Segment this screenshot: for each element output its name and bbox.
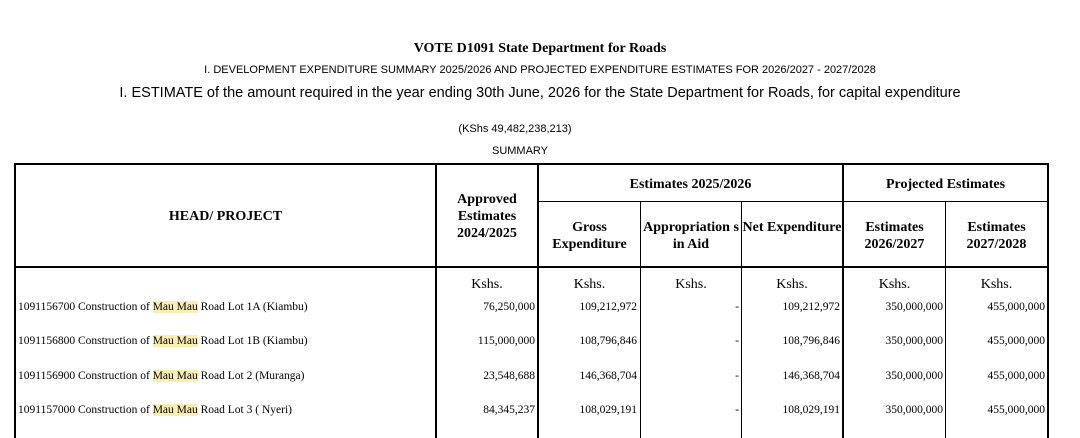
unit-label: Kshs. [573, 277, 606, 292]
est-2026-value: 350,000,000 [885, 404, 943, 416]
header-bottom-border [14, 266, 1049, 268]
approved-value: 76,250,000 [483, 301, 535, 313]
search-highlight: Mau Mau [152, 301, 198, 313]
est-2027-value: 455,000,000 [987, 335, 1045, 347]
unit-label: Kshs. [980, 277, 1013, 292]
table-right-border [1047, 163, 1049, 438]
net-value: 108,796,846 [782, 335, 840, 347]
unit-label: Kshs. [471, 277, 503, 292]
aia-value: - [735, 301, 739, 313]
header-head-project: HEAD/ PROJECT [168, 209, 283, 224]
header-gross: Gross Expenditure [552, 220, 627, 252]
est-2027-value: 455,000,000 [987, 370, 1045, 382]
unit-label: Kshs. [776, 277, 808, 292]
project-name: 1091157000 Construction of Mau Mau Road Lot 3 ( Nyeri) [18, 404, 292, 416]
header-estimates-group: Estimates 2025/2026 [629, 177, 752, 192]
approved-value: 23,548,688 [483, 370, 535, 382]
header-net: Net Expenditure [742, 220, 842, 235]
est-2027-value: 455,000,000 [987, 301, 1045, 313]
net-value: 109,212,972 [782, 301, 840, 313]
gross-value: 109,212,972 [579, 301, 637, 313]
est-2026-value: 350,000,000 [885, 301, 943, 313]
gross-value: 146,368,704 [579, 370, 637, 382]
table-left-border [14, 163, 16, 438]
gross-value: 108,029,191 [579, 404, 637, 416]
unit-label: Kshs. [878, 277, 911, 292]
search-highlight: Mau Mau [152, 335, 198, 347]
document-title: VOTE D1091 State Department for Roads [413, 41, 667, 56]
project-name: 1091156900 Construction of Mau Mau Road Lot 2 (Muranga) [18, 370, 305, 382]
est-2026-value: 350,000,000 [885, 335, 943, 347]
search-highlight: Mau Mau [152, 404, 198, 416]
header-aia: Appropriation s in Aid [643, 220, 739, 252]
document-subtitle: I. DEVELOPMENT EXPENDITURE SUMMARY 2025/2026 AND PROJECTED EXPENDITURE ESTIMATES FOR 2026/2027 - 2027/2028 [204, 64, 876, 76]
aia-value: - [735, 335, 739, 347]
aia-value: - [735, 370, 739, 382]
header-est-2026: Estimates 2026/2027 [864, 220, 925, 252]
project-name: 1091156700 Construction of Mau Mau Road Lot 1A (Kiambu) [18, 301, 308, 313]
search-highlight: Mau Mau [152, 370, 198, 382]
approved-value: 84,345,237 [483, 404, 535, 416]
header-approved: Approved Estimates 2024/2025 [457, 192, 517, 241]
project-name: 1091156800 Construction of Mau Mau Road Lot 1B (Kiambu) [18, 335, 308, 347]
estimate-statement: I. ESTIMATE of the amount required in the year ending 30th June, 2026 for the State Department for Roads, for capital expenditure [119, 85, 961, 101]
summary-label: SUMMARY [491, 145, 549, 157]
column-divider [741, 201, 742, 438]
aia-value: - [735, 404, 739, 416]
net-value: 108,029,191 [782, 404, 840, 416]
header-projected-group: Projected Estimates [885, 177, 1006, 192]
est-2027-value: 455,000,000 [987, 404, 1045, 416]
gross-value: 108,796,846 [579, 335, 637, 347]
table-top-border [14, 163, 1049, 165]
est-2026-value: 350,000,000 [885, 370, 943, 382]
header-est-2027: Estimates 2027/2028 [966, 220, 1027, 252]
net-value: 146,368,704 [782, 370, 840, 382]
approved-value: 115,000,000 [477, 335, 535, 347]
total-amount: (KShs 49,482,238,213) [458, 123, 572, 135]
group-header-divider [537, 201, 1049, 202]
unit-label: Kshs. [675, 277, 707, 292]
